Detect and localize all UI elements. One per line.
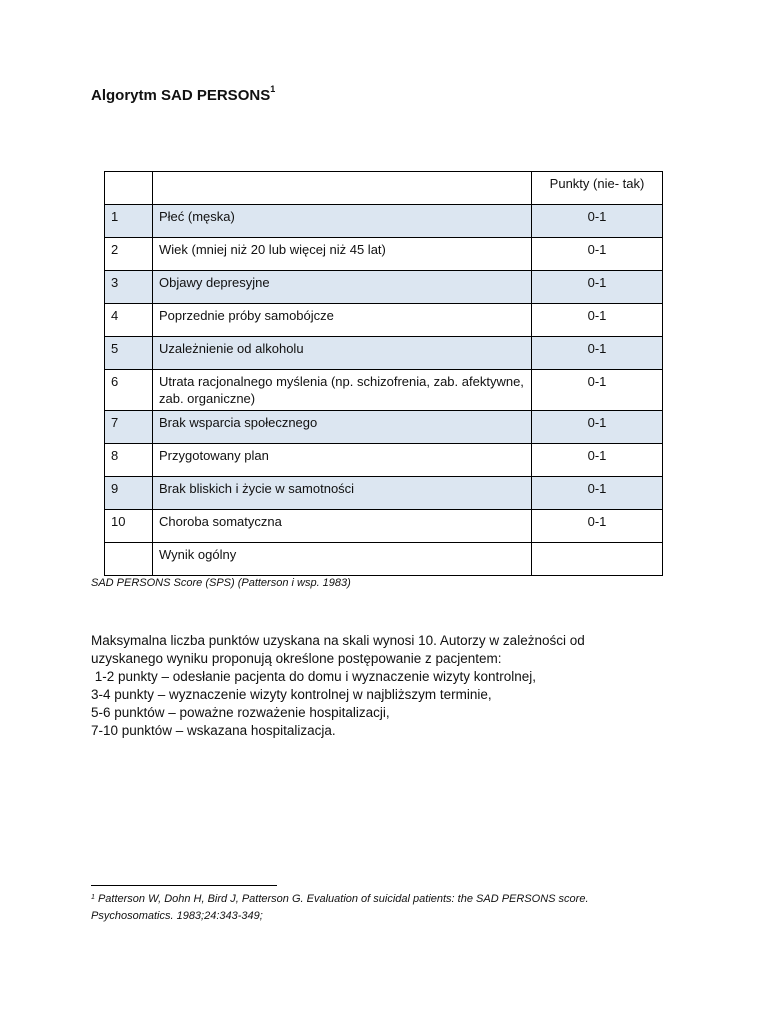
total-label-cell: Wynik ogólny bbox=[153, 543, 532, 576]
row-points-cell: 0-1 bbox=[532, 477, 663, 510]
table-row bbox=[105, 271, 663, 304]
footnote bbox=[91, 891, 651, 925]
body-line: Maksymalna liczba punktów uzyskana na skali wynosi 10. Autorzy w zależności od bbox=[91, 633, 585, 648]
table-header-row bbox=[105, 172, 663, 205]
row-criterion-cell: Brak bliskich i życie w samotności bbox=[153, 477, 532, 510]
row-points-cell: 0-1 bbox=[532, 411, 663, 444]
sad-persons-table bbox=[104, 171, 663, 576]
body-line: uzyskanego wyniku proponują określone postępowanie z pacjentem: bbox=[91, 651, 502, 666]
table-row bbox=[105, 337, 663, 370]
header-number-cell bbox=[105, 172, 153, 205]
row-criterion-cell: Płeć (męska) bbox=[153, 205, 532, 238]
row-points-cell: 0-1 bbox=[532, 444, 663, 477]
row-points-cell: 0-1 bbox=[532, 337, 663, 370]
total-points-cell bbox=[532, 543, 663, 576]
row-criterion-cell: Utrata racjonalnego myślenia (np. schizofrenia, zab. afektywne, zab. organiczne) bbox=[153, 370, 532, 411]
row-criterion-cell: Objawy depresyjne bbox=[153, 271, 532, 304]
table-row bbox=[105, 205, 663, 238]
footnote-line-2: Psychosomatics. 1983;24:343-349; bbox=[91, 910, 263, 922]
table-row bbox=[105, 477, 663, 510]
table-row bbox=[105, 411, 663, 444]
row-number-cell: 10 bbox=[105, 510, 153, 543]
header-criterion-cell bbox=[153, 172, 532, 205]
body-line: 7-10 punktów – wskazana hospitalizacja. bbox=[91, 723, 336, 738]
row-number-cell: 1 bbox=[105, 205, 153, 238]
table-row bbox=[105, 304, 663, 337]
footnote-text-1: Patterson W, Dohn H, Bird J, Patterson G. Evaluation of suicidal patients: the SAD PERSONS score. bbox=[94, 893, 589, 905]
title-footnote-marker: 1 bbox=[270, 84, 276, 94]
body-line: 5-6 punktów – poważne rozważenie hospitalizacji, bbox=[91, 705, 390, 720]
page-title bbox=[91, 84, 276, 104]
row-criterion-cell: Uzależnienie od alkoholu bbox=[153, 337, 532, 370]
body-line: 3-4 punkty – wyznaczenie wizyty kontrolnej w najbliższym terminie, bbox=[91, 687, 492, 702]
row-number-cell: 8 bbox=[105, 444, 153, 477]
row-points-cell: 0-1 bbox=[532, 205, 663, 238]
row-criterion-cell: Brak wsparcia społecznego bbox=[153, 411, 532, 444]
row-points-cell: 0-1 bbox=[532, 271, 663, 304]
table-body bbox=[105, 172, 663, 576]
row-criterion-cell: Choroba somatyczna bbox=[153, 510, 532, 543]
row-points-cell: 0-1 bbox=[532, 304, 663, 337]
row-points-cell: 0-1 bbox=[532, 238, 663, 271]
row-criterion-cell: Wiek (mniej niż 20 lub więcej niż 45 lat) bbox=[153, 238, 532, 271]
row-number-cell: 6 bbox=[105, 370, 153, 411]
row-criterion-cell: Poprzednie próby samobójcze bbox=[153, 304, 532, 337]
row-number-cell: 7 bbox=[105, 411, 153, 444]
row-number-cell: 4 bbox=[105, 304, 153, 337]
row-number-cell: 9 bbox=[105, 477, 153, 510]
row-points-cell: 0-1 bbox=[532, 510, 663, 543]
footnote-separator bbox=[91, 885, 277, 886]
row-criterion-cell: Przygotowany plan bbox=[153, 444, 532, 477]
table-caption: SAD PERSONS Score (SPS) (Patterson i wsp. 1983) bbox=[91, 577, 351, 589]
table-row bbox=[105, 510, 663, 543]
row-number-cell: 2 bbox=[105, 238, 153, 271]
total-number-cell bbox=[105, 543, 153, 576]
page-title-text: Algorytm SAD PERSONS bbox=[91, 87, 271, 104]
table-row bbox=[105, 370, 663, 411]
table-row bbox=[105, 238, 663, 271]
row-number-cell: 3 bbox=[105, 271, 153, 304]
body-text bbox=[91, 632, 691, 740]
table-total-row bbox=[105, 543, 663, 576]
header-points-cell: Punkty (nie- tak) bbox=[532, 172, 663, 205]
row-number-cell: 5 bbox=[105, 337, 153, 370]
row-points-cell: 0-1 bbox=[532, 370, 663, 411]
footnote-marker: 1 bbox=[91, 894, 95, 901]
table-row bbox=[105, 444, 663, 477]
footnote-line-1 bbox=[91, 891, 651, 908]
body-line: 1-2 punkty – odesłanie pacjenta do domu i wyznaczenie wizyty kontrolnej, bbox=[91, 669, 536, 684]
